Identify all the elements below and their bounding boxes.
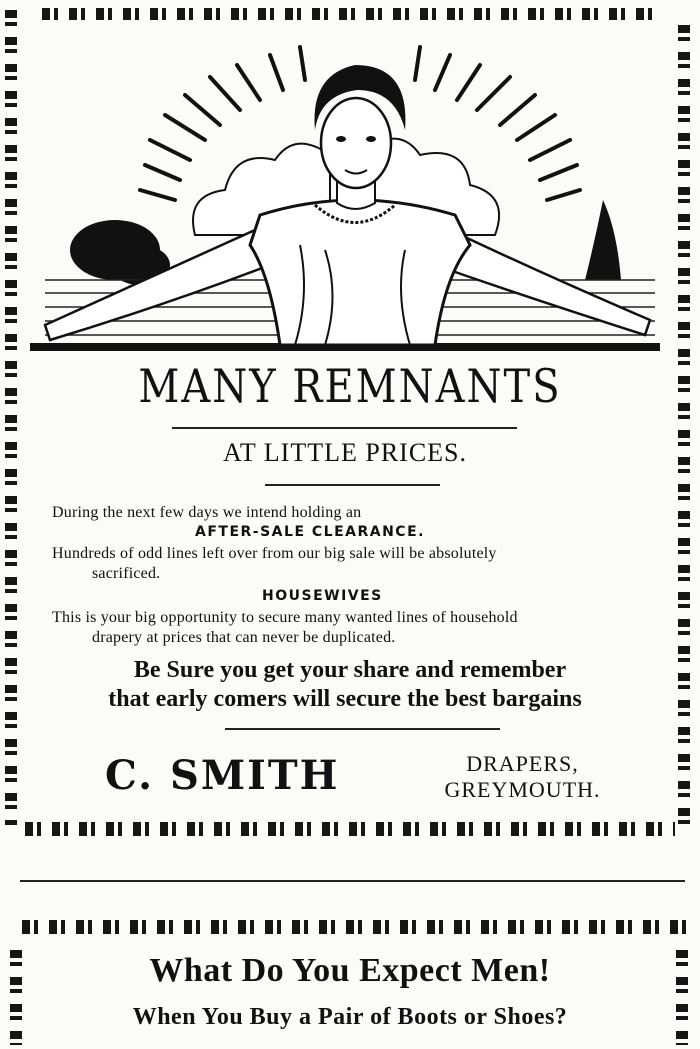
advert-2-subhead: When You Buy a Pair of Boots or Shoes? xyxy=(132,1004,568,1030)
advert-2-headline: What Do You Expect Men! xyxy=(149,952,551,989)
odd-lines-cont: sacrificed. xyxy=(92,565,161,582)
bottom-border xyxy=(25,822,675,836)
subhead: AT LITTLE PRICES. xyxy=(222,438,468,467)
dress xyxy=(250,200,470,345)
housewives-heading: HOUSEWIVES xyxy=(262,588,383,604)
odd-lines-text: Hundreds of odd lines left over from our big sale will be absolutely xyxy=(52,545,497,562)
merchant-trade: DRAPERS, xyxy=(466,751,579,776)
clearance-emphasis: AFTER-SALE CLEARANCE. xyxy=(195,524,425,540)
opportunity-cont: drapery at prices that can never be duplicated. xyxy=(92,629,396,646)
headline: MANY REMNANTS xyxy=(138,360,562,414)
headline-rule xyxy=(172,427,517,429)
top-border xyxy=(42,8,662,20)
column-separator xyxy=(20,880,685,882)
subhead-rule xyxy=(265,484,440,486)
intro-line: During the next few days we intend holding an xyxy=(52,504,362,521)
right-border xyxy=(678,25,690,830)
callout-rule xyxy=(225,728,500,730)
opportunity-text: This is your big opportunity to secure many wanted lines of household xyxy=(52,609,518,626)
advert-2-top-border xyxy=(22,920,687,934)
callout-line-1: Be Sure you get your share and remember xyxy=(133,657,567,683)
advert-2-right-border xyxy=(676,950,688,1045)
merchant-town: GREYMOUTH. xyxy=(444,777,601,802)
left-border xyxy=(5,10,17,825)
callout-line-2: that early comers will secure the best bargains xyxy=(108,686,582,712)
woman-illustration xyxy=(25,35,665,360)
merchant-name: C. SMITH xyxy=(105,752,340,799)
advert-2-left-border xyxy=(10,950,22,1045)
